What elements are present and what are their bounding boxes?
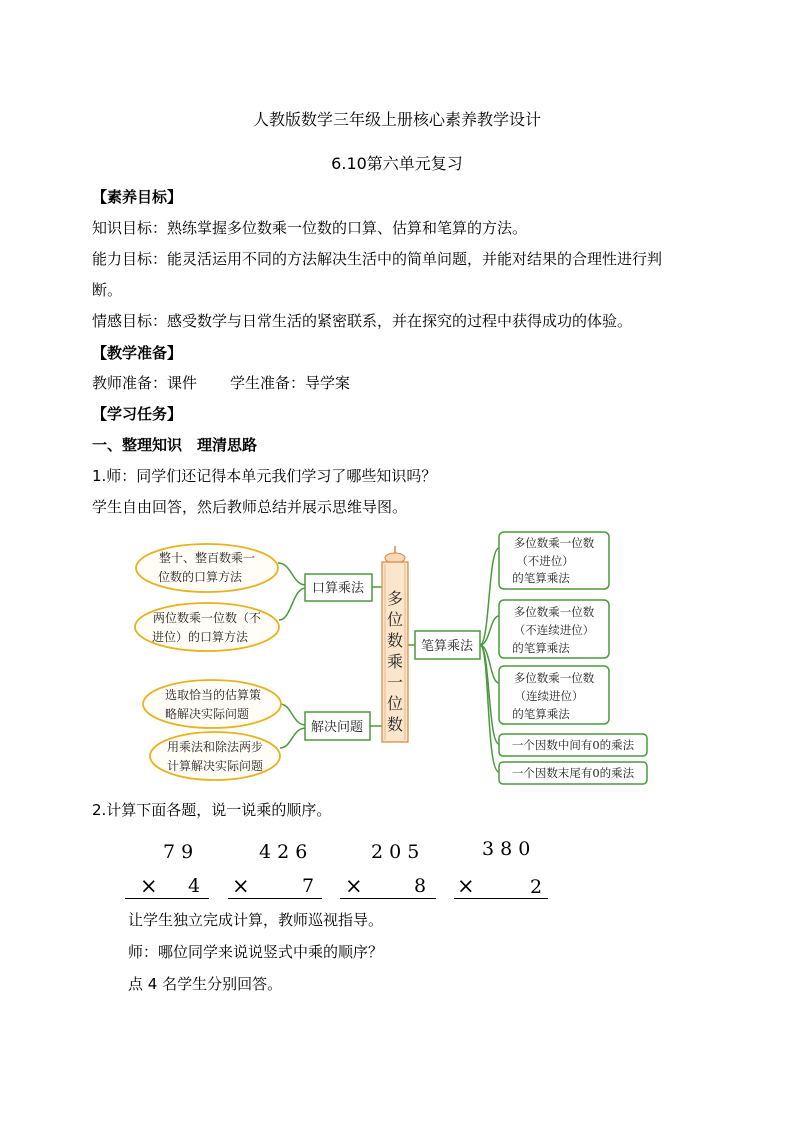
- calc-4-bottom: 2: [530, 876, 543, 898]
- calc-4-op: ×: [457, 874, 475, 898]
- prep-student: 学生准备：导学案: [230, 374, 351, 392]
- calc-1-op: ×: [140, 874, 158, 898]
- oral-box-label: 口算乘法: [311, 581, 365, 596]
- oral-item-2-line1: 两位数乘一位数（不: [152, 611, 262, 625]
- written-item-1-line2: （不进位）: [516, 554, 574, 568]
- calc-4-top: 3 8 0: [482, 838, 531, 860]
- connector-solve-1: [280, 704, 306, 725]
- prep-teacher: 教师准备：课件: [92, 374, 198, 392]
- written-item-2-line3: 的笔算乘法: [512, 641, 570, 655]
- connector-oral-1: [278, 563, 306, 585]
- calc-3-op: ×: [345, 874, 363, 898]
- after-text-1: 让学生独立完成计算，教师巡视指导。: [128, 911, 384, 929]
- calc-2-bottom: 7: [302, 875, 315, 897]
- oral-item-2-line2: 进位）的口算方法: [151, 630, 249, 644]
- solve-item-1-line1: 选取恰当的估算策: [164, 688, 262, 702]
- center-char-6: 位: [386, 694, 404, 713]
- goal-ability-line1: 能力目标：能灵活运用不同的方法解决生活中的简单问题，并能对结果的合理性进行判: [92, 250, 663, 268]
- question-1: 1.师：同学们还记得本单元我们学习了哪些知识吗？: [92, 467, 437, 485]
- center-char-4: 乘: [386, 652, 404, 671]
- written-item-3-line3: 的笔算乘法: [512, 707, 570, 721]
- solve-item-1-line2: 略解决实际问题: [164, 707, 250, 721]
- calc-1-top: 7 9: [163, 841, 194, 863]
- center-char-1: 多: [386, 589, 404, 608]
- section-goals: 【素养目标】: [92, 188, 183, 206]
- calc-1-line: [125, 898, 209, 899]
- calc-3-top: 2 0 5: [371, 841, 420, 863]
- goal-emotion: 情感目标：感受数学与日常生活的紧密联系，并在探究的过程中获得成功的体验。: [92, 312, 633, 330]
- doc-title: 人教版数学三年级上册核心素养教学设计: [252, 110, 541, 129]
- written-item-1-line1: 多位数乘一位数: [513, 536, 595, 550]
- calc-2-top: 4 2 6: [259, 841, 308, 863]
- connector-solve-2: [280, 728, 306, 748]
- center-char-5: 一: [386, 673, 404, 692]
- calc-3-bottom: 8: [414, 875, 427, 897]
- center-char-3: 数: [386, 631, 404, 650]
- calc-2-op: ×: [232, 874, 250, 898]
- written-item-4-label: 一个因数中间有0的乘法: [511, 738, 635, 752]
- goal-knowledge: 知识目标：熟练掌握多位数乘一位数的口算、估算和笔算的方法。: [92, 219, 528, 237]
- solve-item-2-line2: 计算解决实际问题: [166, 759, 264, 773]
- calc-2-line: [228, 898, 322, 899]
- question-2: 2.计算下面各题，说一说乘的顺序。: [92, 801, 332, 819]
- oral-item-1-line2: 位数的口算方法: [157, 570, 243, 584]
- oral-item-1-line1: 整十、整百数乘一: [158, 551, 256, 565]
- solve-item-2-line1: 用乘法和除法两步: [166, 740, 264, 754]
- written-item-5-label: 一个因数末尾有0的乘法: [511, 766, 635, 780]
- goal-ability-line2: 断。: [92, 281, 123, 299]
- after-text-2: 师：哪位同学来说说竖式中乘的顺序？: [128, 943, 384, 961]
- written-item-1-line3: 的笔算乘法: [512, 571, 570, 585]
- written-item-2-line1: 多位数乘一位数: [513, 605, 595, 619]
- center-char-2: 位: [386, 610, 404, 629]
- written-box-label: 笔算乘法: [420, 639, 474, 654]
- calc-3-line: [340, 898, 436, 899]
- calc-1-bottom: 4: [188, 875, 201, 897]
- question-1-answer: 学生自由回答，然后教师总结并展示思维导图。: [92, 498, 408, 516]
- doc-subtitle: 6.10第六单元复习: [331, 154, 463, 173]
- written-item-2-line2: （不连续进位）: [513, 623, 595, 637]
- calc-4-line: [454, 898, 548, 899]
- after-text-3: 点 4 名学生分别回答。: [128, 975, 283, 993]
- connector-oral-2: [279, 588, 306, 620]
- center-char-7: 数: [386, 715, 404, 734]
- section-prep: 【教学准备】: [92, 344, 183, 362]
- solve-box-label: 解决问题: [310, 720, 364, 735]
- written-item-3-line1: 多位数乘一位数: [513, 671, 595, 685]
- section-tasks: 【学习任务】: [92, 405, 183, 423]
- part1-heading: 一、整理知识 理清思路: [92, 436, 258, 454]
- written-item-3-line2: （连续进位）: [514, 689, 584, 703]
